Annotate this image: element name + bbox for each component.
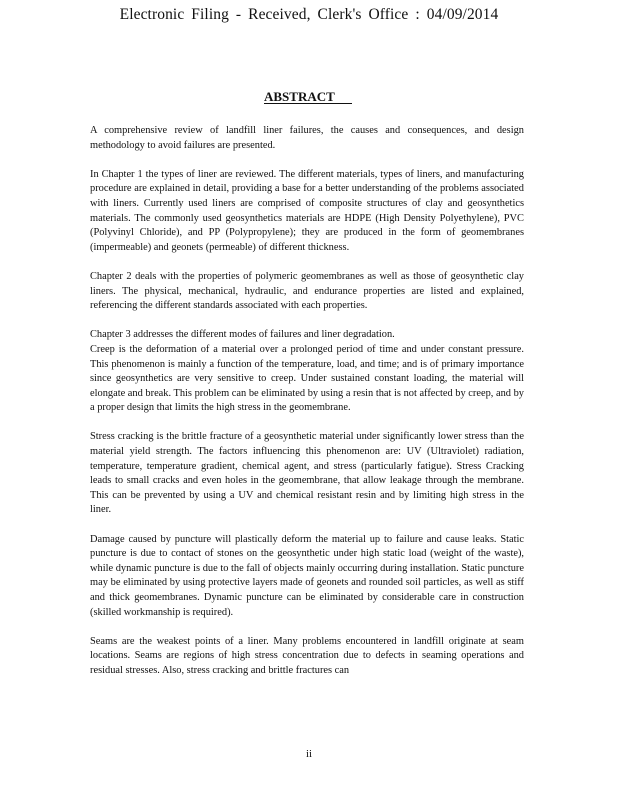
paragraph-intro: A comprehensive review of landfill liner failures, the causes and consequences, and design methodology to avoid failures are presented.: [90, 125, 524, 151]
paragraph-seams: Seams are the weakest points of a liner. Many problems encountered in landfill originate at seam locations. Seams are regions of high stress concentration due to defects in seaming operations and residual stresses. Also, stress cracking and brittle fractures can: [90, 635, 524, 676]
paragraph-chapter-1: In Chapter 1 the types of liner are reviewed. The different materials, types of liners, and manufacturing procedure are explained in detail, providing a base for a better understanding of the problems associated with liners. Currently used liners are comprised of composite structures of clay and geosynthetics materials. The commonly used geosynthetics materials are HDPE (High Density Polyethylene), PVC (Polyvinyl Chloride), and PP (Polypropylene); they are produced in the form of geomembranes (impermeable) and geonets (permeable) of different thickness.: [90, 168, 524, 253]
paragraph-chapter-2: Chapter 2 deals with the properties of polymeric geomembranes as well as those of geosynthetic clay liners. The physical, mechanical, hydraulic, and endurance properties are listed and explained, referencing the different standards associated with each properties.: [90, 270, 524, 312]
paragraph-puncture: Damage caused by puncture will plastically deform the material up to failure and cause leaks. Static puncture is due to contact of stones on the geosynthetic under high static load (weight of the waste), while dynamic puncture is due to the fall of objects mainly occurring during installation. Static puncture may be eliminated by using protective layers made of geonets and rounded soil particles, as well as stiff and thick geomembranes. Dynamic puncture can be eliminated by considerable care in construction (skilled workmanship is required).: [90, 533, 524, 618]
paragraph-creep: Creep is the deformation of a material over a prolonged period of time and under constant pressure. This phenomenon is mainly a function of the temperature, load, and time; and is of primary importance since geosynthetics are very sensitive to creep. Under sustained constant loading, the material will elongate and break. This problem can be eliminated by using a resin that is not affected by creep, and by a proper design that limits the high stress in the geomembrane.: [90, 343, 524, 414]
title-underline: [264, 103, 352, 104]
page-title: ABSTRACT: [264, 89, 335, 104]
abstract-body: [90, 124, 524, 693]
paragraph-stress-cracking: Stress cracking is the brittle fracture of a geosynthetic material under significantly lower stress than the material yield strength. The factors influencing this phenomenon are: UV (Ultraviolet) radiation, temperature, temperature gradient, chemical agent, and stress (particularly fatigue). Stress Cracking leads to small cracks and even holes in the geomembrane, that allow leakage through the membrane. This can be prevented by using a UV and chemical resistant resin and by limiting high stress in the liner.: [90, 431, 524, 516]
paragraph-chapter-3: Chapter 3 addresses the different modes of failures and liner degradation.: [90, 329, 395, 341]
page-number: ii: [305, 748, 313, 760]
filing-header: Electronic Filing - Received, Clerk's Office : 04/09/2014: [119, 6, 499, 23]
